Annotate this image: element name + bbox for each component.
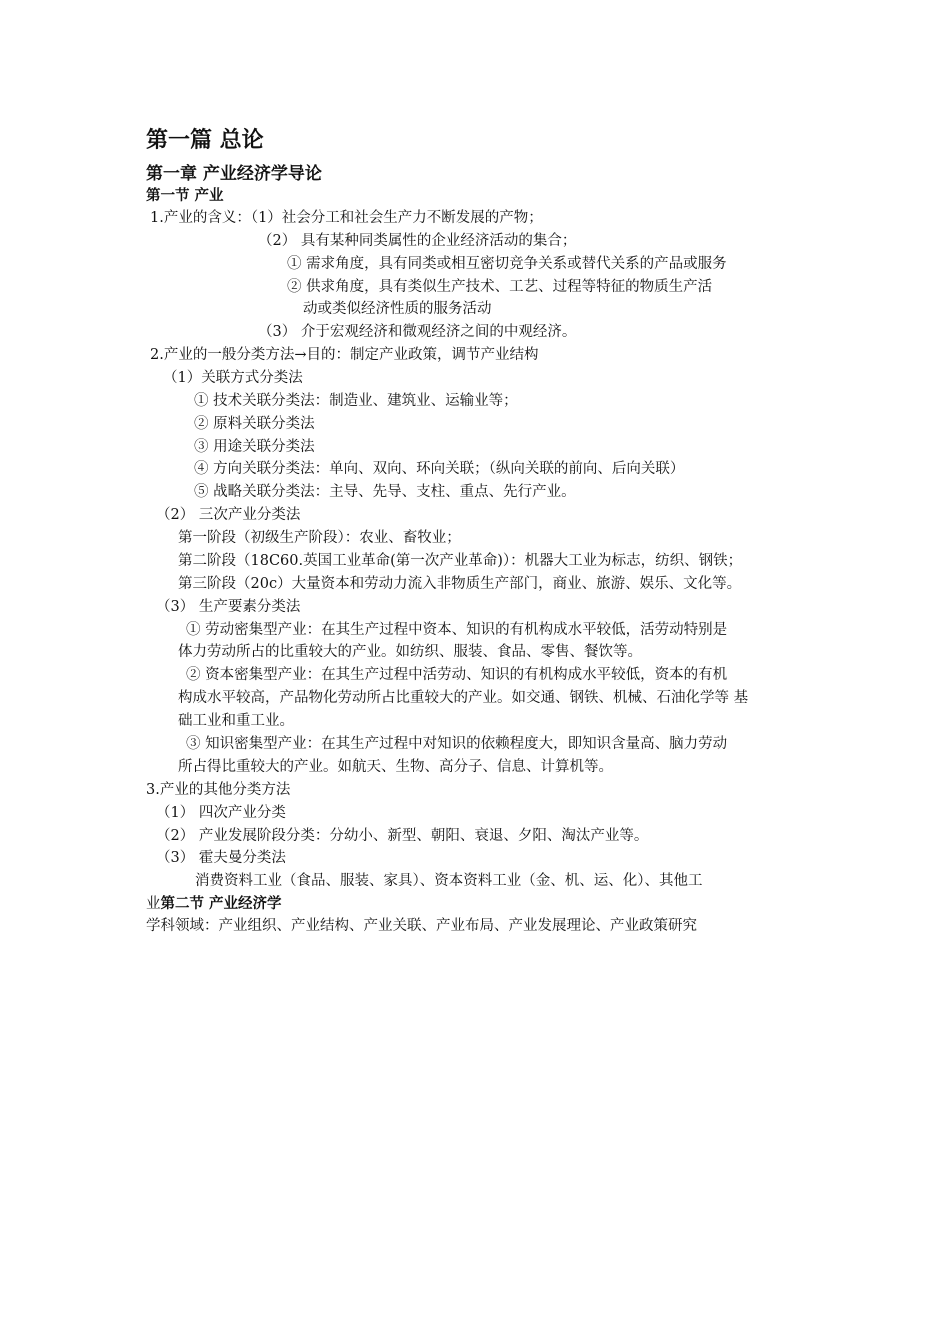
definition-line: 1.产业的含义：（1）社会分工和社会生产力不断发展的产物； — [150, 210, 543, 226]
wrapped-text: 业 — [146, 896, 161, 912]
part-title: 第一篇 总论 — [146, 127, 264, 153]
classification-line: 第三阶段（20c）大量资本和劳动力流入非物质生产部门，商业、旅游、娱乐、文化等。 — [178, 576, 742, 592]
definition-line: ① 需求角度，具有同类或相互密切竞争关系或替代关系的产品或服务 — [287, 256, 727, 272]
classification-line: ① 劳动密集型产业：在其生产过程中资本、知识的有机构成水平较低，活劳动特别是 — [186, 622, 728, 638]
discipline-fields-line: 学科领域：产业组织、产业结构、产业关联、产业布局、产业发展理论、产业政策研究 — [146, 918, 697, 934]
classification-line: 第二阶段（18C60.英国工业革命(第一次产业革命)）：机器大工业为标志，纺织、钢铁； — [178, 553, 743, 569]
definition-line: 动或类似经济性质的服务活动 — [303, 301, 492, 317]
classification-heading: 2.产业的一般分类方法→目的：制定产业政策，调节产业结构 — [150, 347, 539, 363]
classification-line: 第一阶段（初级生产阶段）：农业、畜牧业； — [178, 530, 461, 546]
classification-line: 构成水平较高，产品物化劳动所占比重较大的产业。如交通、钢铁、机械、石油化学等 基 — [178, 690, 749, 706]
classification-line: （1）关联方式分类法 — [163, 370, 303, 386]
classification-line: ③ 知识密集型产业：在其生产过程中对知识的依赖程度大，即知识含量高、脑力劳动 — [186, 736, 728, 752]
classification-line: ② 资本密集型产业：在其生产过程中活劳动、知识的有机构成水平较低，资本的有机 — [186, 667, 728, 683]
classification-line: （2） 三次产业分类法 — [156, 507, 301, 523]
mixed-line — [146, 894, 282, 914]
other-classification-line: （3） 霍夫曼分类法 — [156, 850, 286, 866]
classification-line: ⑤ 战略关联分类法：主导、先导、支柱、重点、先行产业。 — [194, 484, 576, 500]
definition-line: （3） 介于宏观经济和微观经济之间的中观经济。 — [258, 324, 577, 340]
classification-line: ③ 用途关联分类法 — [194, 439, 315, 455]
definition-line: （2） 具有某种同类属性的企业经济活动的集合； — [258, 233, 577, 249]
definition-line: ② 供求角度，具有类似生产技术、工艺、过程等特征的物质生产活 — [287, 279, 713, 295]
other-classification-line: 消费资料工业（食品、服装、家具）、资本资料工业（金、机、运、化）、其他工 — [195, 873, 703, 889]
classification-line: ② 原料关联分类法 — [194, 416, 315, 432]
other-classification-line: （1） 四次产业分类 — [156, 805, 286, 821]
chapter-title: 第一章 产业经济学导论 — [146, 164, 322, 184]
other-classification-heading: 3.产业的其他分类方法 — [146, 782, 291, 798]
classification-line: ④ 方向关联分类法：单向、双向、环向关联；（纵向关联的前向、后向关联） — [194, 461, 685, 477]
classification-line: （3） 生产要素分类法 — [156, 599, 301, 615]
section2-title: 第二节 产业经济学 — [160, 895, 282, 912]
classification-line: 所占得比重较大的产业。如航天、生物、高分子、信息、计算机等。 — [178, 759, 613, 775]
section-title: 第一节 产业 — [146, 187, 224, 204]
classification-line: 体力劳动所占的比重较大的产业。如纺织、服装、食品、零售、餐饮等。 — [178, 644, 642, 660]
classification-line: 础工业和重工业。 — [178, 713, 294, 729]
other-classification-line: （2） 产业发展阶段分类：分幼小、新型、朝阳、衰退、夕阳、淘汰产业等。 — [156, 828, 649, 844]
classification-line: ① 技术关联分类法：制造业、建筑业、运输业等； — [194, 393, 518, 409]
